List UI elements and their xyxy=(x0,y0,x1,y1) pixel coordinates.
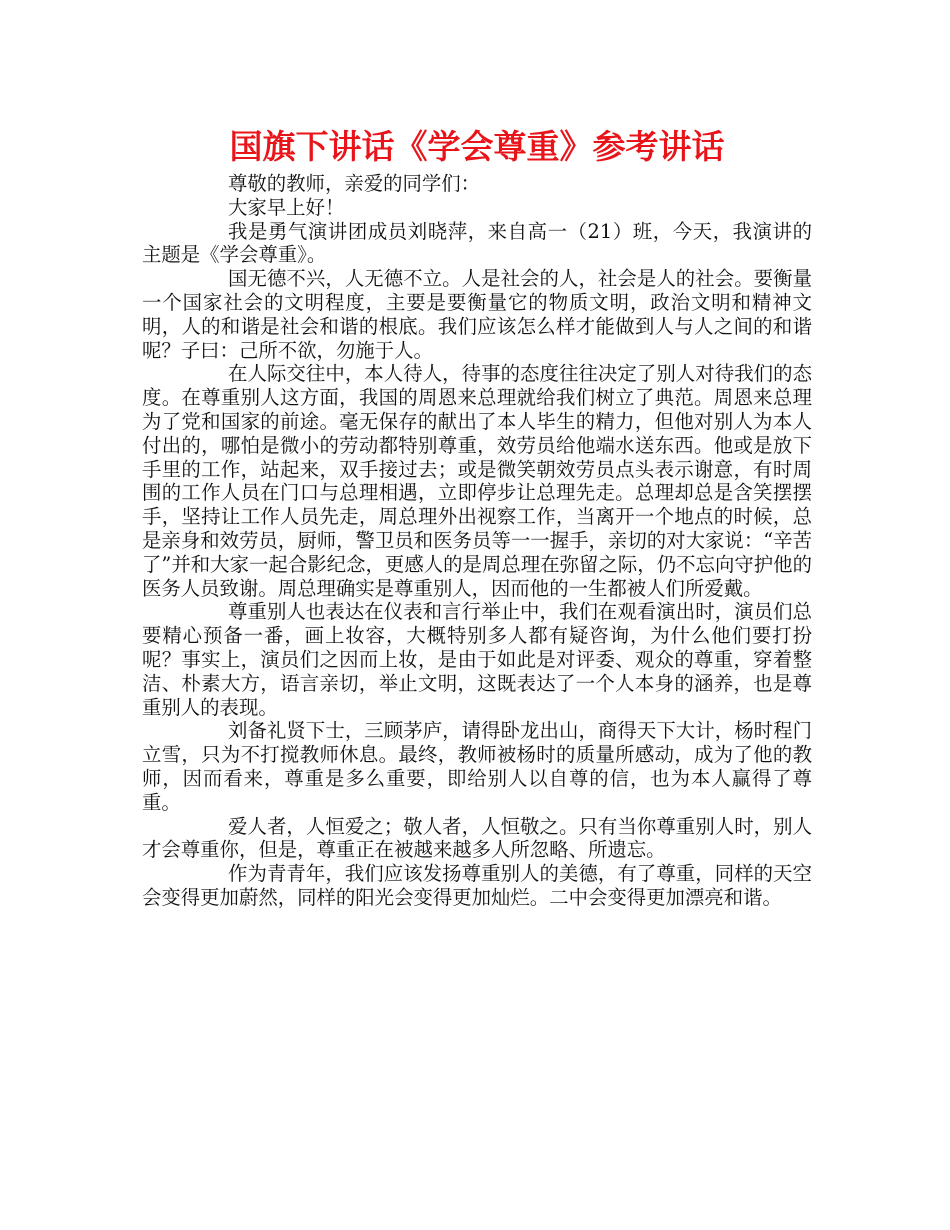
paragraph-intro: 我是勇气演讲团成员刘晓萍，来自高一（21）班，今天，我演讲的主题是《学会尊重》。 xyxy=(142,219,812,267)
paragraph-mutual-respect: 爱人者，人恒爱之；敬人者，人恒敬之。只有当你尊重别人时，别人才会尊重你，但是，尊重正在被越来越多人所忽略、所遗忘。 xyxy=(142,814,812,862)
paragraph-appearance: 尊重别人也表达在仪表和言行举止中，我们在观看演出时，演员们总要精心预备一番，画上妆容，大概特别多人都有疑咨询，为什么他们要打扮呢？事实上，演员们之因而上妆，是由于如此是对评委、观众的尊重，穿着整洁、朴素大方，语言亲切，举止文明，这既表达了一个人本身的涵养，也是尊重别人的表现。 xyxy=(142,600,812,719)
paragraph-conclusion: 作为青青年，我们应该发扬尊重别人的美德，有了尊重，同样的天空会变得更加蔚然，同样的阳光会变得更加灿烂。二中会变得更加漂亮和谐。 xyxy=(142,862,812,909)
paragraph-greeting: 尊敬的教师，亲爱的同学们： xyxy=(228,172,481,195)
paragraph-virtue: 国无德不兴，人无德不立。人是社会的人，社会是人的社会。要衡量一个国家社会的文明程度，主要是要衡量它的物质文明，政治文明和精神文明，人的和谐是社会和谐的根底。我们应该怎么样才能做到人与人之间的和谐呢？子曰：己所不欲，勿施于人。 xyxy=(142,267,812,362)
paragraph-history: 刘备礼贤下士，三顾茅庐，请得卧龙出山，商得天下大计，杨时程门立雪，只为不打搅教师休息。最终，教师被杨时的质量所感动，成为了他的教师，因而看来，尊重是多么重要，即给别人以自尊的信，也为本人赢得了尊重。 xyxy=(142,719,812,814)
paragraph-good-morning: 大家早上好！ xyxy=(228,195,345,219)
document-title: 国旗下讲话《学会尊重》参考讲话 xyxy=(229,127,725,166)
paragraph-zhou-enlai: 在人际交往中，本人待人，待事的态度往往决定了别人对待我们的态度。在尊重别人这方面，我国的周恩来总理就给我们树立了典范。周恩来总理为了党和国家的前途。毫无保存的献出了本人毕生的精力，但他对别人为本人付出的，哪怕是微小的劳动都特别尊重，效劳员给他端水送东西。他或是放下手里的工作，站起来，双手接过去；或是微笑朝效劳员点头表示谢意，有时周围的工作人员在门口与总理相遇，立即停步让总理先走。总理却总是含笑摆摆手，坚持让工作人员先走，周总理外出视察工作，当离开一个地点的时候，总是亲身和效劳员，厨师，警卫员和医务员等一一握手，亲切的对大家说：“辛苦了”并和大家一起合影纪念，更感人的是周总理在弥留之际，仍不忘向守护他的医务人员致谢。周总理确实是尊重别人，因而他的一生都被人们所爱戴。 xyxy=(142,362,812,600)
document-body xyxy=(142,172,812,910)
document-page xyxy=(142,122,812,910)
